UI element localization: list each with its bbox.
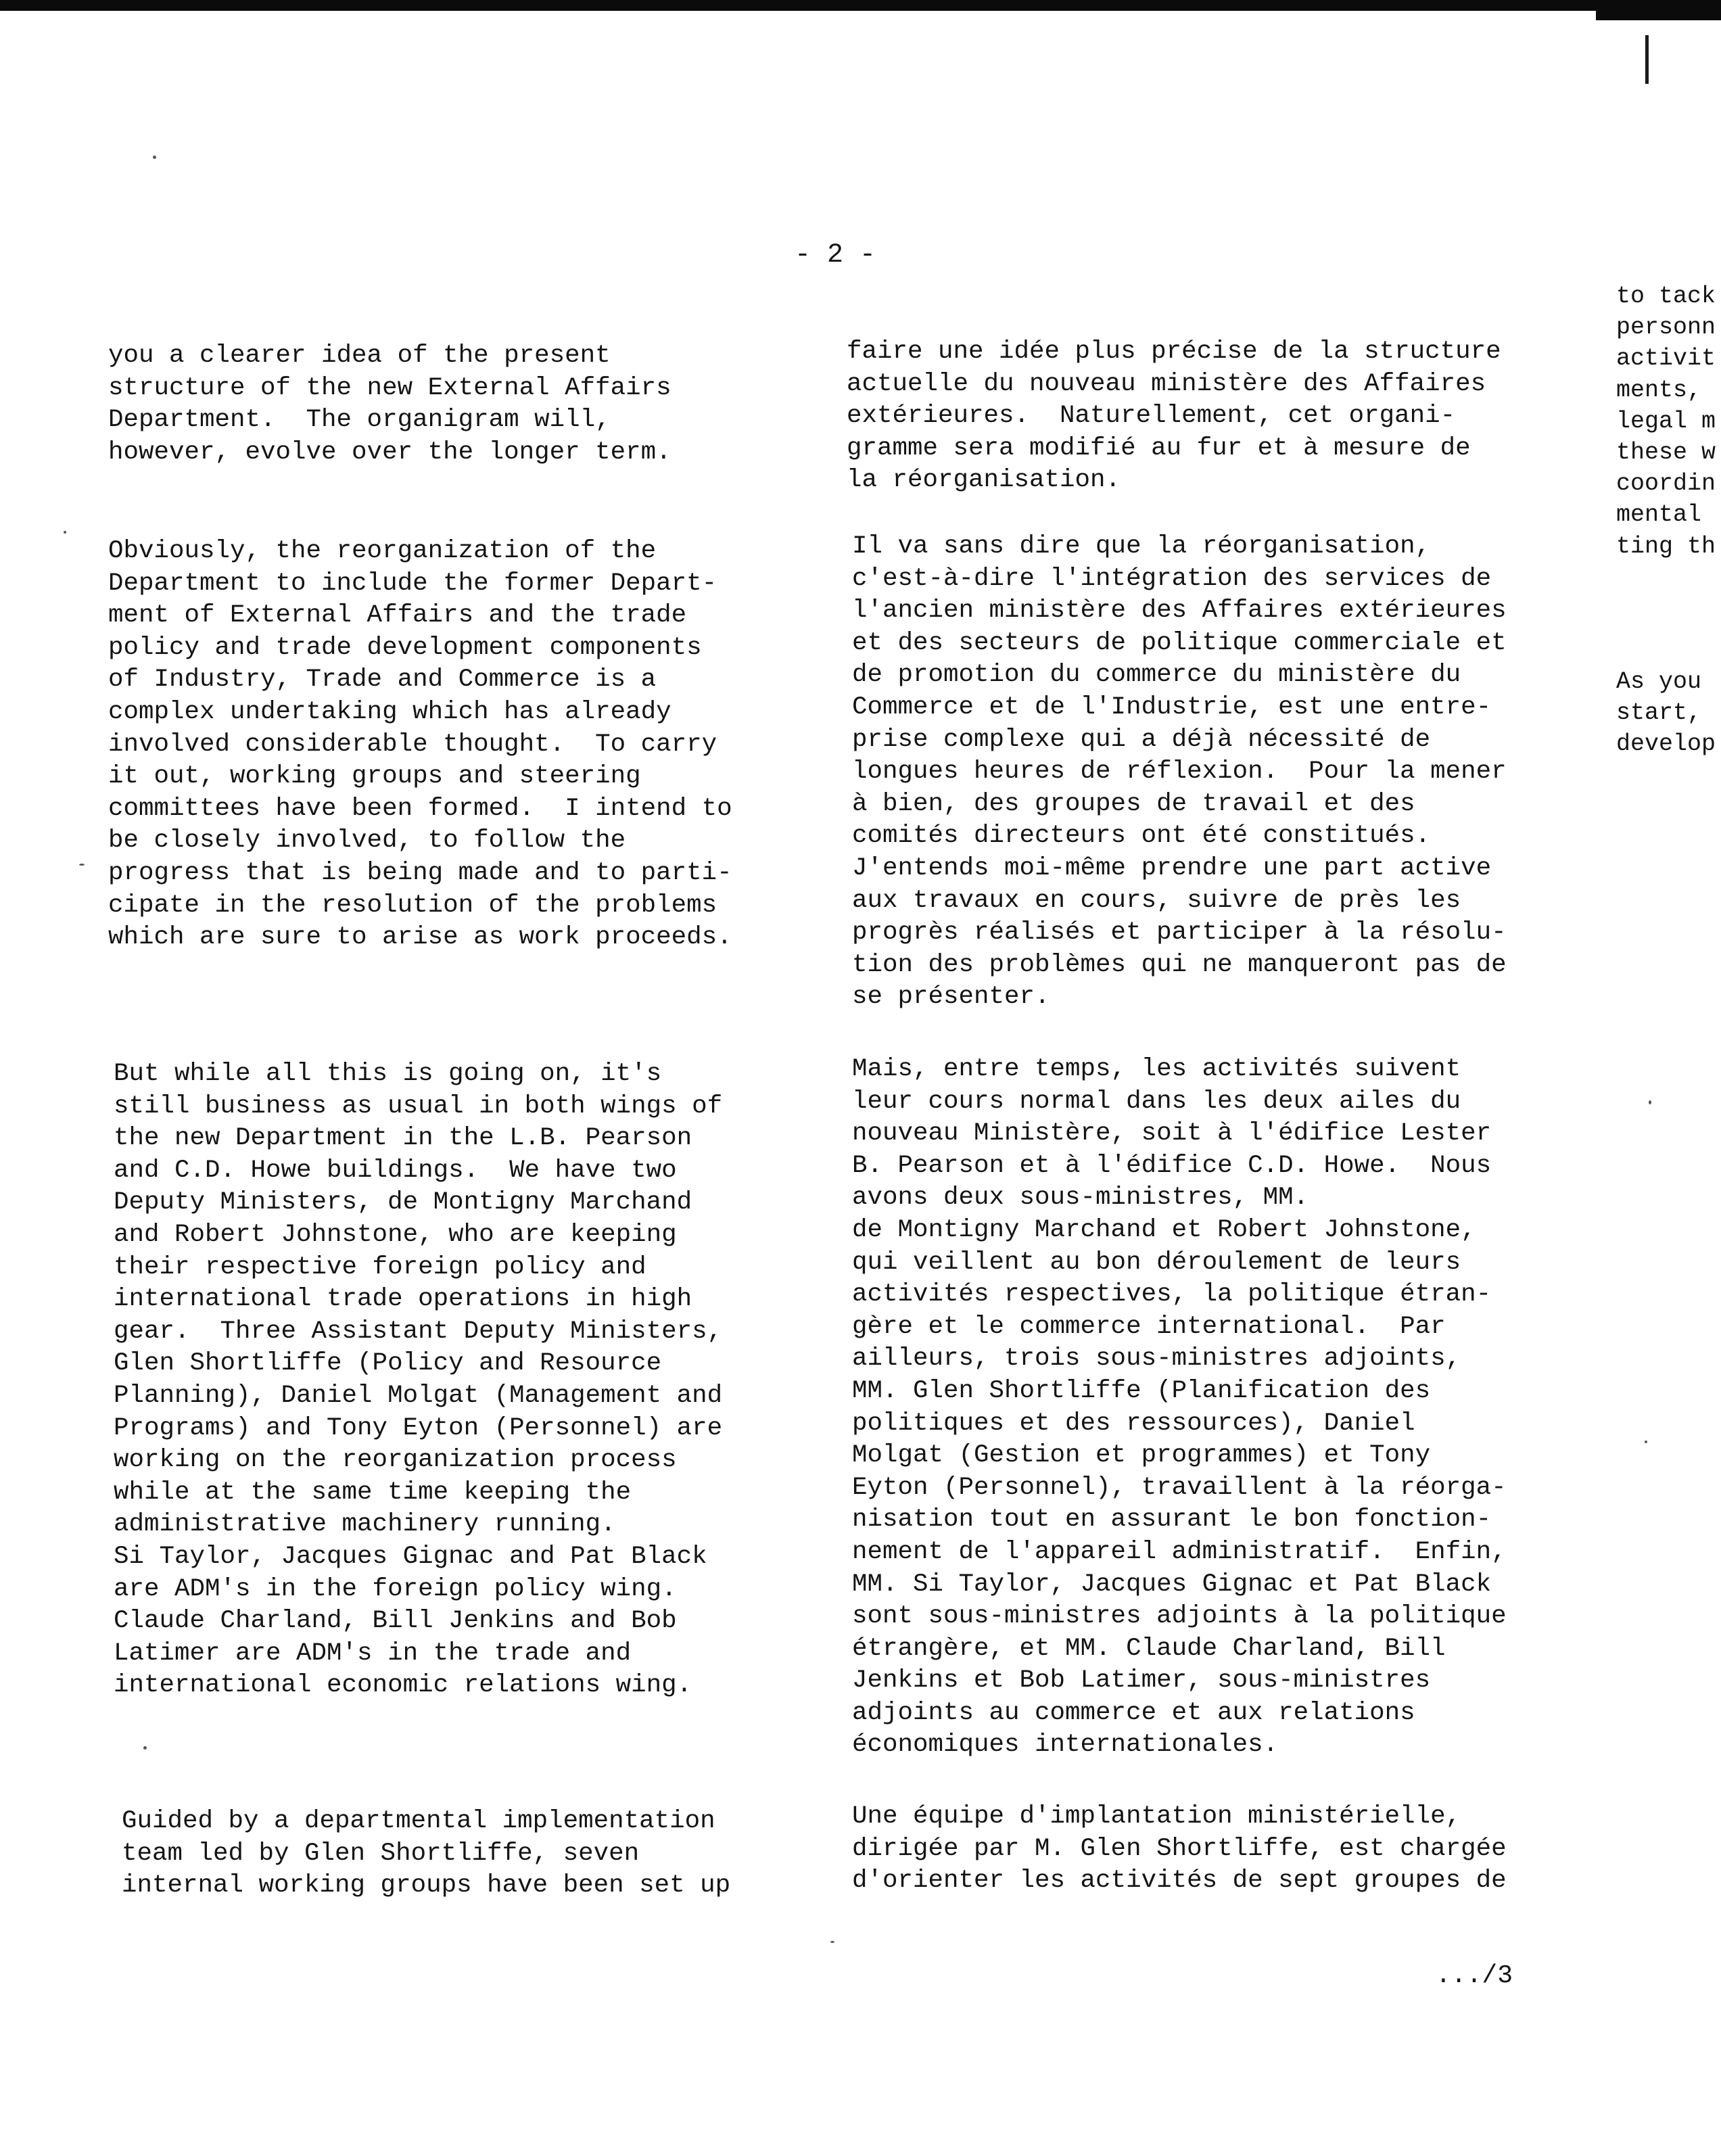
next-page-fragment-2: As you start, develop	[1616, 668, 1716, 758]
next-page-fragment-1: to tack personn activit ments, legal m these w coordin mental ting th	[1616, 283, 1716, 560]
scan-speck	[64, 531, 66, 534]
french-paragraph-2: Il va sans dire que la réorganisation, c'est-à-dire l'intégration des services de l'ancien ministère des Affaires extérieures et des secteurs de politique commerciale et de promotion du commerce du ministère du Commerce et de l'Industrie, est une entre- prise complexe qui a déjà nécessité de longues heures de réflexion. Pour la mener à bien, des groupes de travail et des comités directeurs ont été constitués. J'entends moi-même prendre une part active aux travaux en cours, suivre de près les progrès réalisés et participer à la résolu- tion des problèmes qui ne manqueront pas de se présenter.	[852, 532, 1507, 1012]
english-paragraph-2: Obviously, the reorganization of the Department to include the former Depart- ment of External Affairs and the trade policy and trade development components of Industry, Trade and Commerce is a complex undertaking which has already involved considerable thought. To carry it out, working groups and steering committees have been formed. I intend to be closely involved, to follow the progress that is being made and to parti- cipate in the resolution of the problems which are sure to arise as work proceeds.	[108, 537, 732, 952]
scan-speck	[830, 1941, 834, 1943]
scan-speck	[79, 864, 85, 866]
french-paragraph-1: faire une idée plus précise de la structure actuelle du nouveau ministère des Affaires extérieures. Naturellement, cet organi- gramme sera modifié au fur et à mesure de la réorganisation.	[847, 337, 1501, 495]
scan-speck	[1645, 1440, 1647, 1443]
page-number: - 2 -	[795, 240, 876, 271]
english-paragraph-1: you a clearer idea of the present structure of the new External Affairs Department. The organigram will, however, evolve over the longer term.	[108, 342, 671, 467]
scan-edge-mark	[1645, 35, 1649, 84]
french-paragraph-3: Mais, entre temps, les activités suivent leur cours normal dans les deux ailes du nouveau Ministère, soit à l'édifice Lester B. Pearson et à l'édifice C.D. Howe. Nous avons deux sous-ministres, MM. de Montigny Marchand et Robert Johnstone, qui veillent au bon déroulement de leurs activités respectives, la politique étran- gère et le commerce international. Par ailleurs, trois sous-ministres adjoints, MM. Glen Shortliffe (Planification des politiques et des ressources), Daniel Molgat (Gestion et programmes) et Tony Eyton (Personnel), travaillent à la réorga- nisation tout en assurant le bon fonction- nement de l'appareil administratif. Enfin, MM. Si Taylor, Jacques Gignac et Pat Black sont sous-ministres adjoints à la politique étrangère, et MM. Claude Charland, Bill Jenkins et Bob Latimer, sous-ministres adjoints au commerce et aux relations économiques internationales.	[852, 1055, 1507, 1760]
scan-speck	[1649, 1100, 1651, 1104]
english-paragraph-3: But while all this is going on, it's still business as usual in both wings of the new Department in the L.B. Pearson and C.D. Howe buildings. We have two Deputy Ministers, de Montigny Marchand and Robert Johnstone, who are keeping their respective foreign policy and international trade operations in high gear. Three Assistant Deputy Ministers, Glen Shortliffe (Policy and Resource Planning), Daniel Molgat (Management and Programs) and Tony Eyton (Personnel) are working on the reorganization process while at the same time keeping the administrative machinery running. Si Taylor, Jacques Gignac and Pat Black are ADM's in the foreign policy wing. Claude Charland, Bill Jenkins and Bob Latimer are ADM's in the trade and international economic relations wing.	[114, 1060, 723, 1700]
french-paragraph-4: Une équipe d'implantation ministérielle, dirigée par M. Glen Shortliffe, est chargée d'orienter les activités de sept groupes de	[852, 1802, 1507, 1896]
scan-speck	[143, 1746, 147, 1750]
scan-speck	[153, 156, 156, 159]
top-scan-border	[0, 0, 1721, 11]
top-right-scan-border	[1596, 0, 1721, 20]
continuation-marker: .../3	[1436, 1961, 1513, 1990]
english-paragraph-4: Guided by a departmental implementation team led by Glen Shortliffe, seven internal working groups have been set up	[122, 1807, 731, 1900]
